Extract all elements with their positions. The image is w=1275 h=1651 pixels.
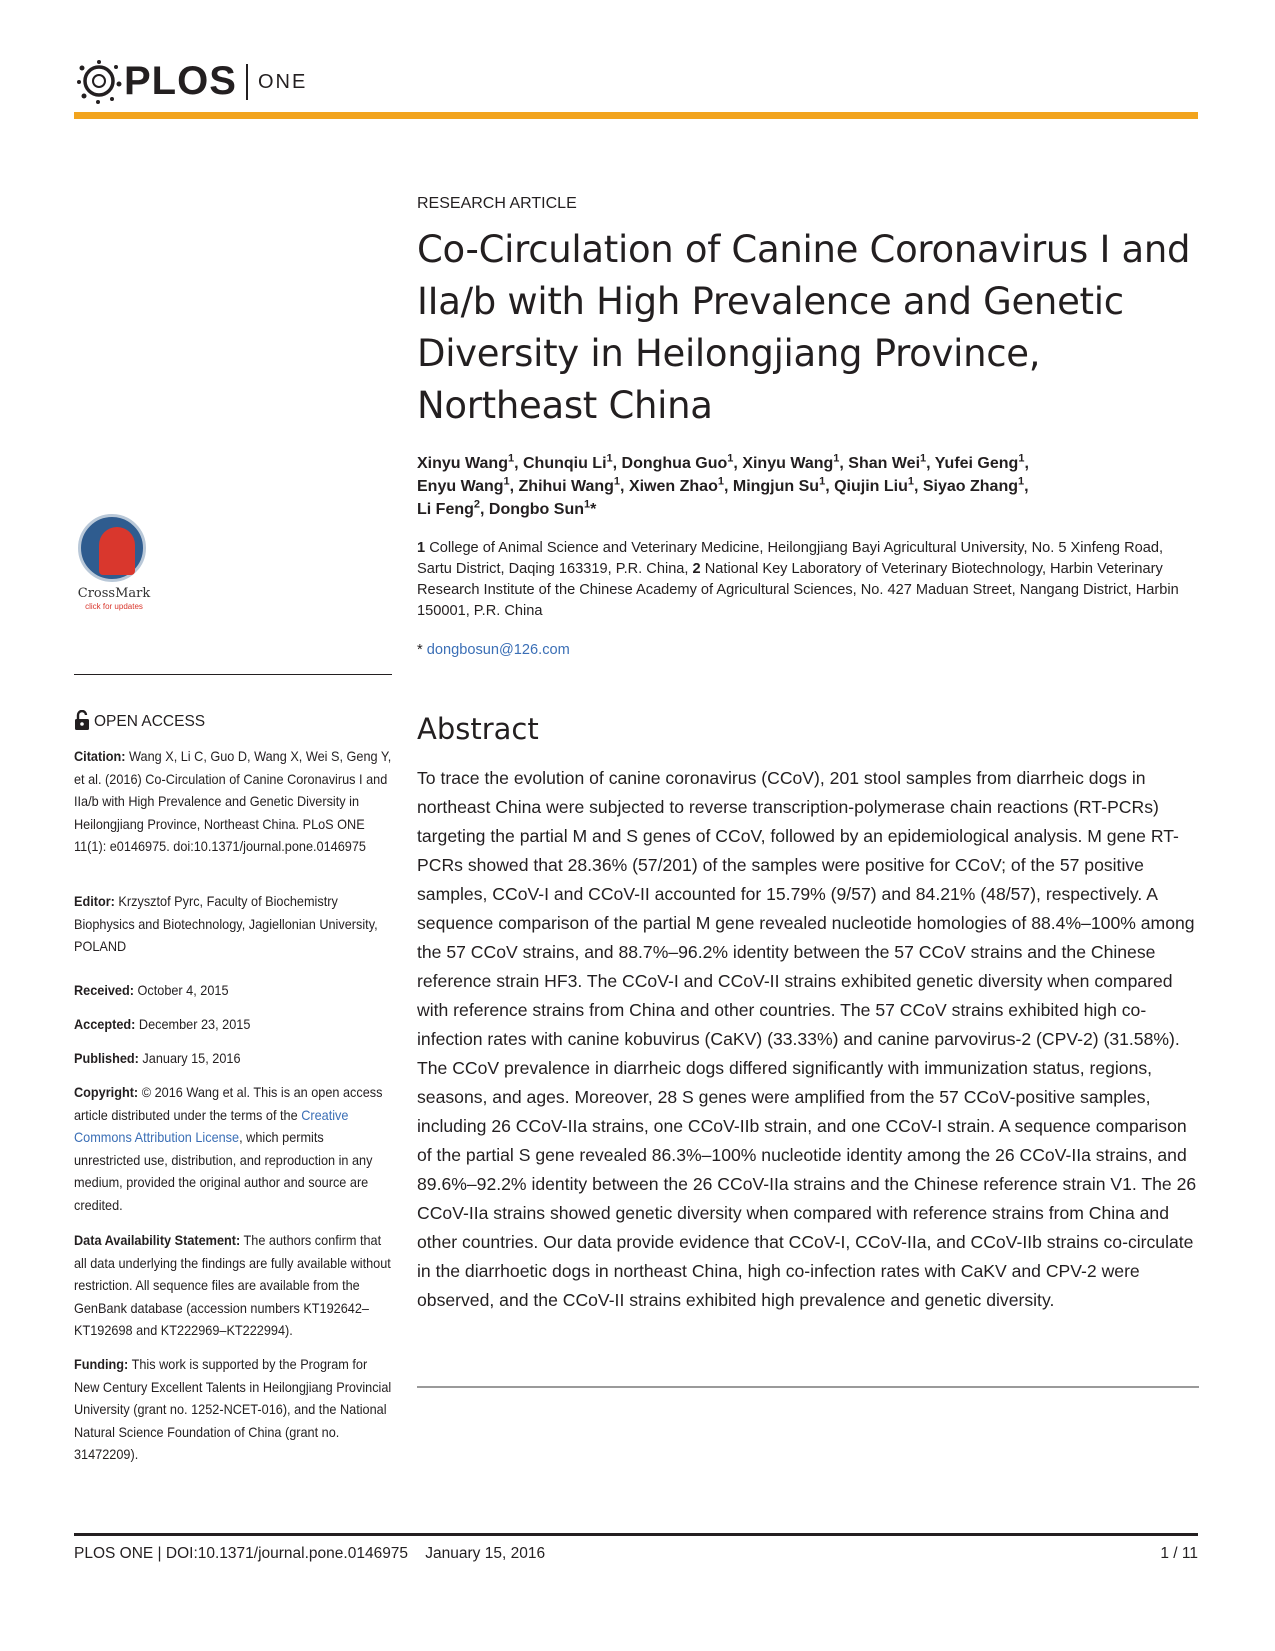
author-affiliation-mark: 1 bbox=[503, 475, 510, 488]
author-affiliation-mark: 1 bbox=[507, 452, 515, 465]
data-availability-text: The authors confirm that all data underlying the findings are fully available without restriction. All sequence files are available from the GenBank database (accession numbers KT192642–KT192698 and KT222969–KT222994). bbox=[74, 1233, 391, 1338]
editor-label: Editor: bbox=[74, 894, 115, 909]
accepted-block bbox=[74, 1014, 391, 1037]
author-name: Shan Wei bbox=[848, 455, 921, 472]
email-marker: * bbox=[417, 642, 423, 658]
sidebar-rule bbox=[74, 674, 392, 675]
data-availability-label: Data Availability Statement: bbox=[74, 1233, 241, 1248]
author-affiliation-mark: 1 bbox=[727, 452, 734, 465]
author-name: Donghua Guo bbox=[621, 455, 728, 472]
received-block bbox=[74, 980, 391, 1003]
author-name: Chunqiu Li bbox=[522, 455, 607, 472]
citation-label: Citation: bbox=[74, 749, 126, 764]
crossmark-label: CrossMark bbox=[77, 586, 151, 601]
editor-block bbox=[74, 891, 391, 959]
data-availability-block bbox=[74, 1230, 391, 1343]
logo-text: PLOS bbox=[124, 59, 237, 103]
published-block bbox=[74, 1048, 391, 1071]
author-affiliation-mark: 1 bbox=[1017, 475, 1025, 488]
author-name: Xinyu Wang bbox=[742, 455, 834, 472]
unlock-icon bbox=[74, 710, 90, 730]
author-affiliation-mark: 1 bbox=[717, 475, 724, 488]
footer-citation: PLOS ONE | DOI:10.1371/journal.pone.0146975 January 15, 2016 bbox=[74, 1545, 546, 1562]
author-affiliation-mark: 1 bbox=[1018, 452, 1025, 465]
author-affiliation-mark: 1 bbox=[584, 498, 591, 511]
author-name: Xinyu Wang bbox=[417, 455, 508, 472]
abstract-heading: Abstract bbox=[417, 712, 539, 746]
author-affiliation-mark: 1 bbox=[907, 475, 914, 488]
editor-text: Krzysztof Pyrc, Faculty of Biochemistry Biophysics and Biotechnology, Jagiellonian University, POLAND bbox=[74, 894, 378, 954]
email-link[interactable]: dongbosun@126.com bbox=[426, 642, 570, 658]
author-name: Enyu Wang bbox=[417, 478, 504, 495]
published-date: January 15, 2016 bbox=[142, 1051, 241, 1066]
corresponding-email bbox=[417, 642, 570, 658]
author-affiliation-mark: 1 bbox=[920, 452, 927, 465]
copyright-text-post: , which permits unrestricted use, distribution, and reproduction in any medium, provided the original author and source are credited. bbox=[74, 1130, 373, 1213]
author-name: Xiwen Zhao bbox=[628, 478, 718, 495]
open-access bbox=[74, 710, 205, 731]
page-number: 1 / 11 bbox=[1160, 1545, 1198, 1562]
citation-text: Wang X, Li C, Guo D, Wang X, Wei S, Geng Y, et al. (2016) Co-Circulation of Canine Coronavirus I and IIa/b with High Prevalence and Genetic Diversity in Heilongjiang Province, Northeast China. PLoS ONE 11(1): e0146975. doi:10.1371/journal.pone.0146975 bbox=[74, 749, 392, 854]
affiliation-2: National Key Laboratory of Veterinary Biotechnology, Harbin Veterinary Research Institute of the Chinese Academy of Agricultural Sciences, No. 427 Maduan Street, Nangang District, Harbin 150001, P.R. China bbox=[417, 561, 1179, 619]
author-name: Qiujin Liu bbox=[834, 478, 908, 495]
logo-divider bbox=[246, 64, 248, 100]
copyright-block bbox=[74, 1082, 391, 1217]
affiliations bbox=[417, 538, 1199, 622]
author-affiliation-mark: 1 bbox=[833, 452, 840, 465]
author-affiliation-mark: 2 bbox=[473, 498, 481, 511]
author-list: Xinyu Wang$^1$, Chunqiu Li$^1$, Donghua Guo$^1$, Xinyu Wang$^1$, Shan Wei$^1$, Yufei Geng$^1$, Enyu Wang$^1$, Zhihui Wang$^1$, Xiwen Zhao$^1$, Mingjun Su$^1$, Qiujin Liu$^1$, Siyao Zhang$^1$, Li Feng$^2$, Dongbo Sun$^1$* bbox=[417, 452, 1029, 518]
affiliation-2-number: 2 bbox=[692, 561, 701, 577]
abstract-text: To trace the evolution of canine coronavirus (CCoV), 201 stool samples from diarrheic dogs in northeast China were subjected to reverse transcription-polymerase chain reactions (RT-PCRs) targeting the partial M and S genes of CCoV, followed by an epidemiological analysis. M gene RT-PCRs showed that 28.36% (57/201) of the samples were positive for CCoV; of the 57 positive samples, CCoV-I and CCoV-II accounted for 15.79% (9/57) and 84.21% (48/57), respectively. A sequence comparison of the partial M gene revealed nucleotide homologies of 88.4%–100% among the 57 CCoV strains, and 88.7%–96.2% identity between the 57 CCoV strains and the Chinese reference strain HF3. The CCoV-I and CCoV-II strains exhibited genetic diversity when compared with reference strains from China and other countries. The 57 CCoV strains exhibited high co-infection rates with canine kobuvirus (CaKV) (33.33%) and canine parvovirus-2 (CPV-2) (31.58%). The CCoV prevalence in diarrheic dogs differed significantly with immunization status, regions, seasons, and ages. Moreover, 28 S genes were amplified from the 57 CCoV-positive samples, including 26 CCoV-IIa strains, one CCoV-IIb strain, and one CCoV-I strain. A sequence comparison of the partial S gene revealed 86.3%–100% nucleotide identity among the 26 CCoV-IIa strains, and 89.6%–92.2% identity between the 26 CCoV-IIa strains and the Chinese reference strain V1. The 26 CCoV-IIa strains showed genetic diversity when compared with reference strains from China and other countries. Our data provide evidence that CCoV-I, CCoV-IIa, and CCoV-IIb strains co-circulate in the diarrhoetic dogs in northeast China, high co-infection rates with CaKV and CPV-2 were observed, and the CCoV-II strains exhibited high prevalence and genetic diversity. bbox=[417, 768, 1197, 1310]
author-name: Dongbo Sun bbox=[488, 501, 584, 518]
crossmark-icon bbox=[78, 514, 146, 582]
affiliation-1-number: 1 bbox=[417, 540, 426, 556]
author-name: Siyao Zhang bbox=[922, 478, 1018, 495]
article-title: Co-Circulation of Canine Coronavirus I and IIa/b with High Prevalence and Genetic Diversity in Heilongjiang Province, Northeast China bbox=[417, 228, 1191, 427]
author-name: Yufei Geng bbox=[934, 455, 1019, 472]
author-name: Zhihui Wang bbox=[518, 478, 614, 495]
header-rule bbox=[74, 112, 1198, 119]
funding-label: Funding: bbox=[74, 1357, 129, 1372]
affiliation-1: College of Animal Science and Veterinary Medicine, Heilongjiang Bayi Agricultural University, No. 5 Xinfeng Road, Sartu District, Daqing 163319, P.R. China, bbox=[417, 540, 1164, 577]
author-affiliation-mark: 1 bbox=[606, 452, 613, 465]
accepted-label: Accepted: bbox=[74, 1017, 136, 1032]
received-label: Received: bbox=[74, 983, 134, 998]
published-label: Published: bbox=[74, 1051, 139, 1066]
funding-text: This work is supported by the Program for New Century Excellent Talents in Heilongjiang Provincial University (grant no. 1252-NCET-016), and the National Natural Science Foundation of China (grant no. 31472209). bbox=[74, 1357, 392, 1462]
crossmark-badge[interactable] bbox=[74, 514, 154, 614]
logo-subtitle: ONE bbox=[258, 71, 308, 93]
received-date: October 4, 2015 bbox=[137, 983, 229, 998]
abstract-rule bbox=[417, 1386, 1199, 1388]
copyright-text: © 2016 Wang et al. This is an open access article distributed under the terms of the bbox=[74, 1085, 383, 1123]
funding-block bbox=[74, 1354, 391, 1467]
crossmark-sub: click for updates bbox=[85, 602, 143, 611]
author-affiliation-mark: 1 bbox=[819, 475, 826, 488]
author-name: Mingjun Su bbox=[732, 478, 820, 495]
open-access-label: OPEN ACCESS bbox=[94, 713, 206, 730]
article-type: RESEARCH ARTICLE bbox=[417, 195, 577, 212]
author-name: Li Feng bbox=[417, 501, 474, 518]
plos-globe-icon bbox=[76, 58, 122, 104]
accepted-date: December 23, 2015 bbox=[138, 1017, 251, 1032]
author-affiliation-mark: 1 bbox=[613, 475, 621, 488]
license-link[interactable]: Creative Commons Attribution License bbox=[74, 1107, 349, 1145]
footer-rule bbox=[74, 1533, 1198, 1536]
journal-header bbox=[74, 56, 1198, 120]
citation-block bbox=[74, 746, 391, 859]
copyright-label: Copyright: bbox=[74, 1085, 139, 1100]
